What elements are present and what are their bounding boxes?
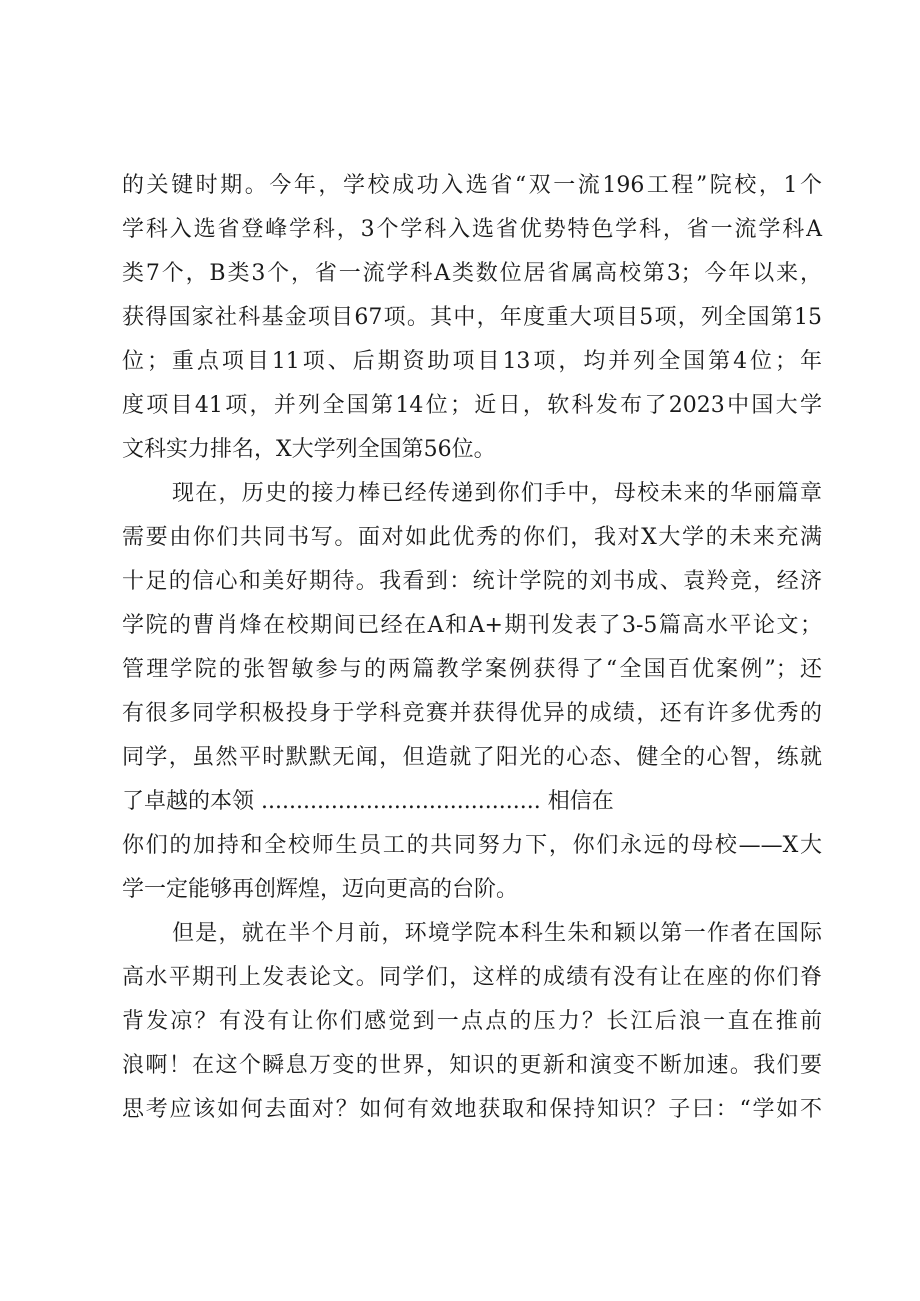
text-line: 高水平期刊上发表论文。同学们，这样的成绩有没有让在座的你们脊	[122, 965, 822, 990]
text-line: 学院的曹肖烽在校期间已经在A和A+期刊发表了3-5篇高水平论文；	[122, 613, 822, 638]
text-line: 获得国家社科基金项目67项。其中，年度重大项目5项，列全国第15	[122, 305, 822, 330]
text-line: 现在，历史的接力棒已经传递到你们手中，母校未来的华丽篇章	[172, 481, 822, 506]
paragraph-3	[122, 912, 822, 1132]
text-line: 你们的加持和全校师生员工的共同努力下，你们永远的母校——X大	[122, 833, 822, 858]
text-line: 位；重点项目11项、后期资助项目13项，均并列全国第4位；年	[122, 349, 822, 374]
text-line: 十足的信心和美好期待。我看到：统计学院的刘书成、袁羚竞，经济	[122, 569, 822, 594]
text-line: 的关键时期。今年，学校成功入选省“双一流196工程”院校，1个	[122, 173, 822, 198]
text-line: 学一定能够再创辉煌，迈向更高的台阶。	[122, 877, 519, 902]
text-line: 需要由你们共同书写。面对如此优秀的你们，我对X大学的未来充满	[122, 525, 822, 550]
text-line: 同学，虽然平时默默无闻，但造就了阳光的心态、健全的心智，练就	[122, 745, 822, 770]
text-line: 背发凉？有没有让你们感觉到一点点的压力？长江后浪一直在推前	[122, 1009, 822, 1034]
text-line: 学科入选省登峰学科，3个学科入选省优势特色学科，省一流学科A	[122, 217, 822, 242]
body-text	[122, 164, 822, 1132]
text-line: 有很多同学积极投身于学科竞赛并获得优异的成绩，还有许多优秀的	[122, 701, 822, 726]
text-line: 度项目41项，并列全国第14位；近日，软科发布了2023中国大学	[122, 393, 822, 418]
paragraph-1	[122, 164, 822, 472]
text-line: 思考应该如何去面对？如何有效地获取和保持知识？子曰：“学如不	[122, 1097, 822, 1122]
text-line: 管理学院的张智敏参与的两篇教学案例获得了“全国百优案例”；还	[122, 657, 822, 682]
text-line: 浪啊！在这个瞬息万变的世界，知识的更新和演变不断加速。我们要	[122, 1053, 822, 1078]
text-line: 了卓越的本领 ........................................ 相信在	[122, 789, 614, 814]
text-line: 但是，就在半个月前，环境学院本科生朱和颖以第一作者在国际	[172, 921, 822, 946]
text-line: 文科实力排名，X大学列全国第56位。	[122, 437, 496, 462]
paragraph-2	[122, 472, 822, 912]
text-line: 类7个，B类3个，省一流学科A类数位居省属高校第3；今年以来，	[122, 261, 822, 286]
